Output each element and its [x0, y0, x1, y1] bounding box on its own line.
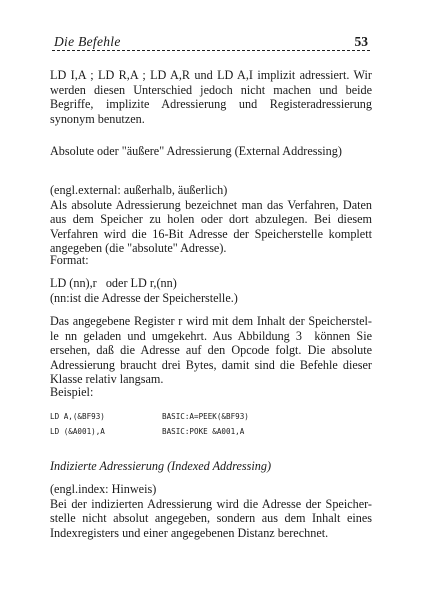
page-number: 53: [354, 34, 368, 49]
text-line: Indexregisters und einer angegebenen Distanz berechnet.: [50, 525, 329, 540]
text-line: LD I,A ; LD R,A ; LD A,R und LD A,I implizit adressiert. Wir: [50, 68, 372, 82]
format-label: Format:: [50, 253, 89, 267]
text-line: LD (nn),r oder LD r,(nn): [50, 276, 177, 290]
text-line: (nn:ist die Adresse der Speicherstelle.): [50, 290, 238, 305]
paragraph-absolute-addressing: [50, 183, 372, 256]
text-line: (engl.index: Hinweis): [50, 482, 157, 496]
text-line: Verfahren wird die 16-Bit Adresse der Speicherstelle komplett: [50, 226, 372, 241]
text-line: stelle nicht absolut angegeben, sondern aus dem Inhalt eines: [50, 511, 372, 525]
code-basic-line: BASIC:POKE &A001,A: [162, 427, 245, 436]
code-asm-line: LD (&A001),A: [50, 427, 105, 436]
text-line: Adressierung braucht drei Bytes, damit sind die Befehle dieser: [50, 357, 372, 372]
example-label: Beispiel:: [50, 385, 94, 399]
text-line: ersehen, daß die Adresse auf den Opcode folgt. Die absolute: [50, 343, 372, 357]
format-syntax: [50, 276, 372, 305]
paragraph-register-description: [50, 314, 372, 387]
text-line: le nn geladen und umgekehrt. Aus Abbildung 3 können Sie: [50, 328, 372, 343]
paragraph-implicit-addressing: [50, 68, 372, 126]
text-line: werden diesen Unterschied jedoch nicht machen und beide: [50, 82, 372, 97]
code-asm-line: LD A,(&BF93): [50, 412, 105, 421]
text-line: Klasse relativ langsam.: [50, 372, 164, 386]
text-line: angegeben (die "absolute" Adresse).: [50, 241, 227, 255]
heading-indexed-addressing: Indizierte Adressierung (Indexed Addressing): [50, 459, 272, 473]
text-line: aus dem Speicher zu holen oder dort abzulegen. Bei diesem: [50, 212, 372, 226]
paragraph-indexed-addressing: [50, 482, 372, 540]
code-basic-line: BASIC:A=PEEK(&BF93): [162, 412, 249, 421]
text-line: Begriffe, implizite Adressierung und Registeradressierung: [50, 97, 372, 111]
chapter-title: Die Befehle: [54, 34, 121, 49]
text-line: Als absolute Adressierung bezeichnet man das Verfahren, Daten: [50, 197, 372, 212]
text-line: Bei der indizierten Adressierung wird die Adresse der Speicher-: [50, 496, 372, 511]
text-line: Das angegebene Register r wird mit dem Inhalt der Speicherstel-: [50, 314, 372, 328]
text-line: (engl.external: außerhalb, äußerlich): [50, 183, 228, 197]
page-header: [52, 34, 370, 51]
text-line: synonym benutzen.: [50, 111, 145, 126]
heading-absolute-addressing: Absolute oder "äußere" Adressierung (External Addressing): [50, 144, 342, 158]
